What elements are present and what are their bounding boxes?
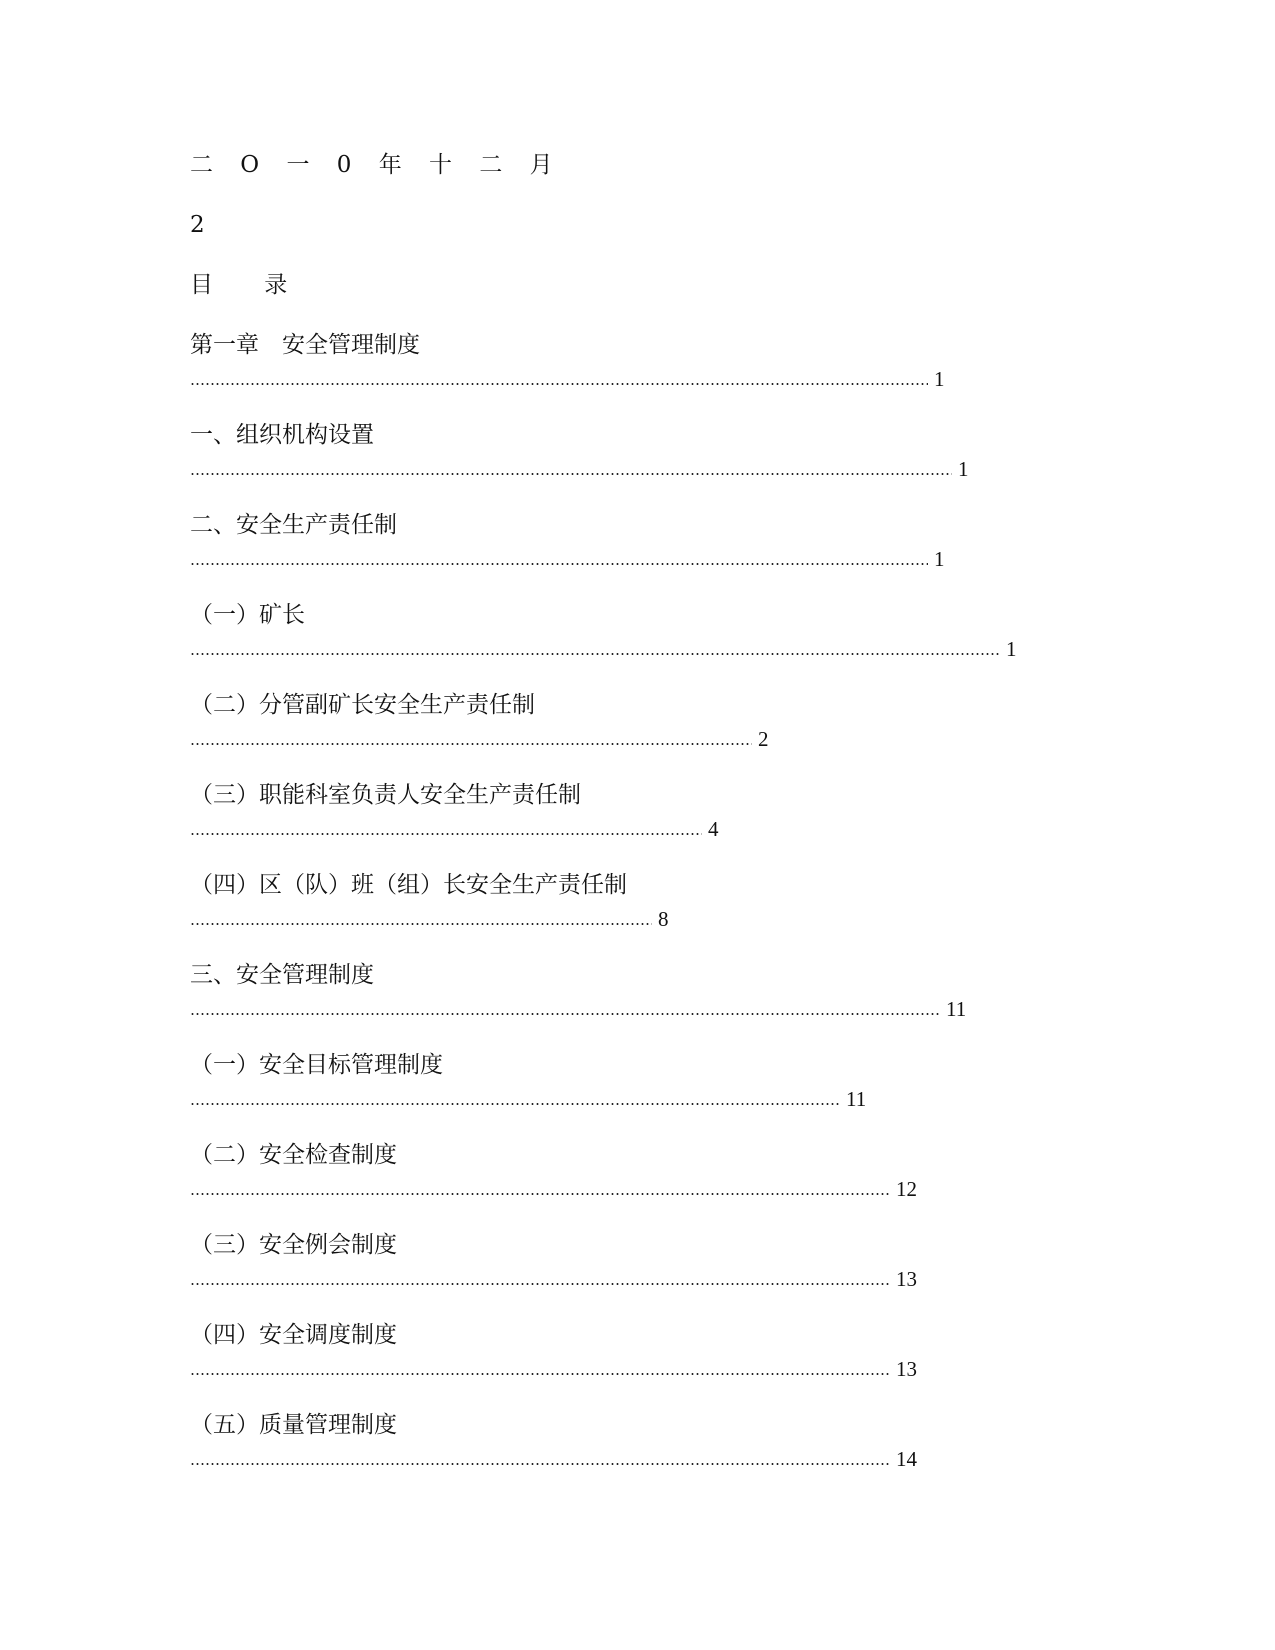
toc-entry[interactable] [190, 781, 719, 841]
dot-leader [190, 923, 652, 925]
toc-leader [190, 543, 945, 571]
toc-entry-page: 1 [1006, 637, 1017, 661]
toc-entry[interactable] [190, 601, 1017, 661]
page-number: 2 [190, 212, 205, 238]
dot-leader [190, 1373, 890, 1375]
toc-entry-heading: （四）区（队）班（组）长安全生产责任制 [190, 872, 627, 898]
toc-entry-heading: 第一章 安全管理制度 [190, 332, 420, 358]
toc-leader [190, 993, 966, 1021]
toc-entry-heading: （五）质量管理制度 [190, 1412, 397, 1438]
dot-leader [190, 563, 928, 565]
dot-leader [190, 1463, 890, 1465]
toc-entry[interactable] [190, 1231, 917, 1291]
dot-leader [190, 383, 928, 385]
dot-leader [190, 473, 952, 475]
toc-entry[interactable] [190, 1411, 917, 1471]
toc-entry-page: 11 [946, 997, 967, 1021]
dot-leader [190, 833, 702, 835]
dot-leader [190, 1283, 890, 1285]
toc-leader [190, 1083, 866, 1111]
toc-entry-heading: （二）分管副矿长安全生产责任制 [190, 692, 535, 718]
toc-entry-page: 13 [896, 1357, 917, 1381]
toc-title: 目 录 [190, 272, 310, 298]
toc-entry-heading: 一、组织机构设置 [190, 422, 374, 448]
dot-leader [190, 743, 752, 745]
toc-entry-page: 14 [896, 1447, 917, 1471]
toc-entry-page: 11 [846, 1087, 867, 1111]
toc-entry-heading: （三）职能科室负责人安全生产责任制 [190, 782, 581, 808]
toc-entry-heading: （一）矿长 [190, 602, 305, 628]
toc-entry-heading: （一）安全目标管理制度 [190, 1052, 443, 1078]
toc-entry-heading: （二）安全检查制度 [190, 1142, 397, 1168]
toc-entry-page: 1 [934, 547, 945, 571]
toc-leader [190, 453, 969, 481]
toc-leader [190, 1443, 917, 1471]
toc-entry-heading: 二、安全生产责任制 [190, 512, 397, 538]
toc-entry[interactable] [190, 511, 945, 571]
toc-entry-page: 1 [934, 367, 945, 391]
toc-leader [190, 903, 669, 931]
toc-entry-page: 2 [758, 727, 769, 751]
toc-entry[interactable] [190, 1321, 917, 1381]
toc-leader [190, 1263, 917, 1291]
toc-entry-page: 13 [896, 1267, 917, 1291]
dot-leader [190, 653, 1000, 655]
toc-entry[interactable] [190, 961, 967, 1021]
dot-leader [190, 1013, 940, 1015]
toc-entry-page: 12 [896, 1177, 917, 1201]
toc-entry[interactable] [190, 331, 945, 391]
toc-leader [190, 633, 1017, 661]
toc-entry-heading: （三）安全例会制度 [190, 1232, 397, 1258]
toc-leader [190, 1173, 917, 1201]
dot-leader [190, 1103, 840, 1105]
toc-entry[interactable] [190, 1051, 867, 1111]
toc-entry[interactable] [190, 421, 969, 481]
toc-entry-heading: （四）安全调度制度 [190, 1322, 397, 1348]
toc-entry[interactable] [190, 691, 769, 751]
toc-entry-heading: 三、安全管理制度 [190, 962, 374, 988]
toc-entry-page: 1 [958, 457, 969, 481]
toc-leader [190, 363, 945, 391]
toc-entry[interactable] [190, 1141, 917, 1201]
toc-leader [190, 813, 719, 841]
dot-leader [190, 1193, 890, 1195]
toc-leader [190, 723, 769, 751]
toc-leader [190, 1353, 917, 1381]
toc-entry-page: 8 [658, 907, 669, 931]
toc-entry-page: 4 [708, 817, 719, 841]
toc-entry[interactable] [190, 871, 669, 931]
date-line: 二 O 一 0 年 十 二 月 [190, 152, 563, 178]
